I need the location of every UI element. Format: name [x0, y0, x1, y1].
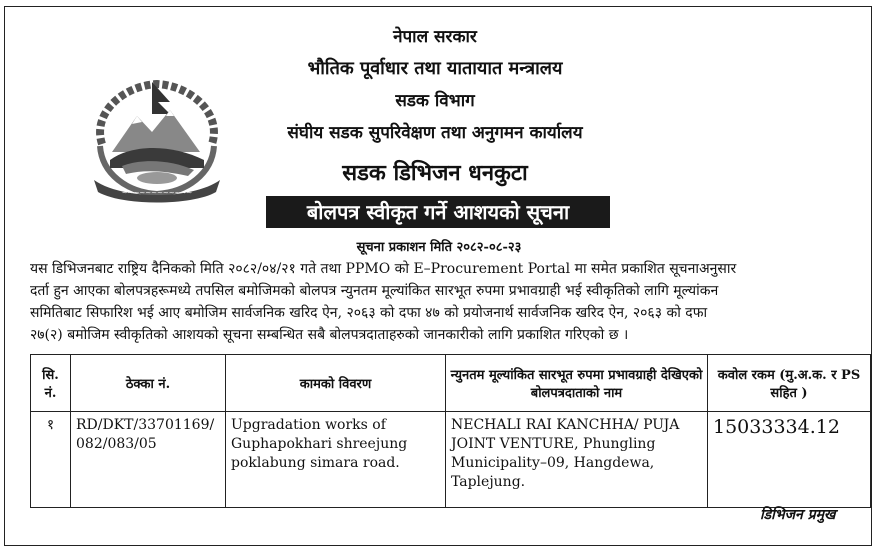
notice-body	[30, 258, 870, 346]
body-line: यस डिभिजनबाट राष्ट्रिय दैनिकको मिति २०८२/०४/२१ गते तथा PPMO को E–Procurement Portal मा समेत प्रकाशित सूचनाअनुसार	[30, 261, 737, 277]
col-header-contract: ठेक्का नं.	[71, 355, 226, 412]
publish-date: सूचना प्रकाशन मिति २०८२-०८-२३	[356, 240, 522, 255]
header-division: सडक डिभिजन धनकुटा	[342, 160, 528, 186]
body-line: समितिबाट सिफारिश भई आए बमोजिम सार्वजनिक खरिद ऐन, २०६३ को दफा ४७ को प्रयोजनार्थ सार्वजनिक खरिद ऐन, २०६३ को दफा	[30, 305, 708, 321]
bid-table	[30, 354, 871, 508]
cell-sn: १	[31, 412, 71, 508]
col-header-sn: सि. नं.	[31, 355, 71, 412]
header-government: नेपाल सरकार	[393, 27, 477, 47]
header-office: संघीय सडक सुपरिवेक्षण तथा अनुगमन कार्यालय	[287, 123, 583, 143]
header-ministry: भौतिक पूर्वाधार तथा यातायात मन्त्रालय	[307, 58, 563, 79]
cell-contract: RD/DKT/33701169/ 082/083/05	[71, 412, 226, 508]
notice-title-banner: बोलपत्र स्वीकृत गर्ने आशयको सूचना	[266, 196, 610, 228]
body-line: दर्ता हुन आएका बोलपत्रहरूमध्ये तपसिल बमोजिमको बोलपत्र न्युनतम मूल्यांकित सारभूत रुपमा प्रभावग्राही भई स्वीकृतिको लागि मूल्यांकन	[30, 283, 719, 299]
header-department: सडक विभाग	[395, 91, 475, 111]
cell-amount: 15033334.12	[708, 412, 871, 508]
body-line: २७(२) बमोजिम स्वीकृतिको आशयको सूचना सम्बन्धित सबै बोलपत्रदाताहरुको जानकारीको लागि प्रकाशित गरिएको छ ।	[30, 327, 629, 343]
cell-bidder: NECHALI RAI KANCHHA/ PUJA JOINT VENTURE, Phungling Municipality–09, Hangdewa, Taplejung.	[446, 412, 708, 508]
table-header-row	[31, 355, 871, 412]
svg-text:~~~~~~~~~~~~: ~~~~~~~~~~~~	[121, 189, 193, 197]
col-header-bidder: न्युनतम मूल्यांकित सारभूत रुपमा प्रभावग्राही देखिएको बोलपत्रदाताको नाम	[446, 355, 708, 412]
nepal-government-emblem-icon	[82, 74, 232, 206]
table-row	[31, 412, 871, 508]
cell-work: Upgradation works of Guphapokhari shreejung poklabung simara road.	[226, 412, 446, 508]
col-header-amount: कवोल रकम (मु.अ.क. र PS सहित )	[708, 355, 871, 412]
signature-division-chief: डिभिजन प्रमुख	[760, 507, 836, 523]
col-header-work: कामको विवरण	[226, 355, 446, 412]
